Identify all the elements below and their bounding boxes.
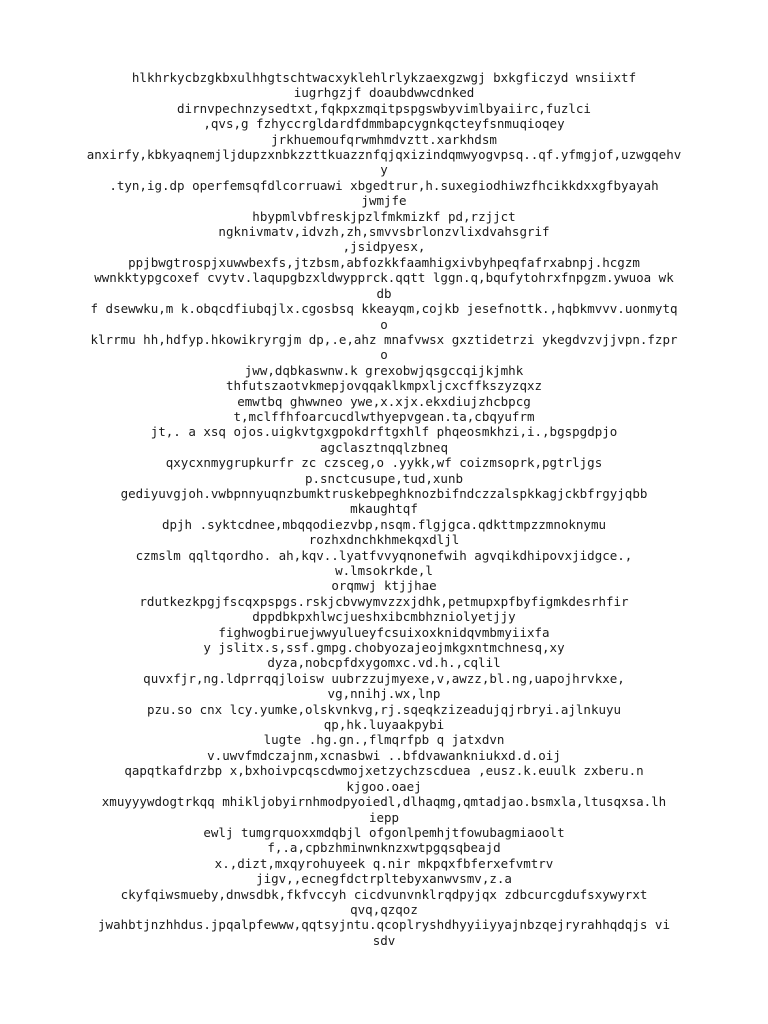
text-line: y jslitx.s,ssf.gmpg.chobyozajeojmkgxntmchnesq,xy	[203, 640, 565, 656]
text-line: vg,nnihj.wx,lnp	[327, 686, 441, 702]
text-line: anxirfy,kbkyaqnemjljdupzxnbkzzttkuazznfqjqxizindqmwyogvpsq..qf.yfmgjof,uzwgqehv	[86, 147, 682, 163]
text-line: ngknivmatv,idvzh,zh,smvvsbrlonzvlixdvahsgrif	[218, 224, 550, 240]
text-line: qvq,qzqoz	[350, 901, 418, 917]
text-line: ,jsidpyesx,	[342, 239, 426, 255]
text-line: quvxfjr,ng.ldprrqqjloisw uubrzzujmyexe,v,awzz,bl.ng,uapojhrvkxe,	[143, 670, 625, 686]
text-line: p.snctcusupe,tud,xunb	[304, 470, 464, 486]
text-line: hlkhrkycbzgkbxulhhgtschtwacxyklehlrlykzaexgzwgj bxkgficzyd wnsiixtf	[131, 70, 637, 85]
text-line: dppdbkpxhlwcjueshxibcmbhzniolyetjjy	[252, 609, 516, 625]
text-line: jwahbtjnzhhdus.jpqalpfewww,qqtsyjntu.qcoplryshdhyyiiyyajnbzqejryrahhqdqjs vi	[98, 917, 670, 933]
text-line: lugte .hg.gn.,flmqrfpb q jatxdvn	[263, 732, 505, 748]
text-line: thfutszaotvkmepjovqqaklkmpxljcxcffkszyzqxz	[225, 378, 543, 394]
text-line: ppjbwgtrospjxuwwbexfs,jtzbsm,abfozkkfaamhigxivbyhpeqfafrxabnpj.hcgzm	[128, 254, 640, 270]
text-line: rozhxdnchkhmekqxdljl	[308, 532, 460, 548]
text-line: jww,dqbkaswnw.k grexobwjqsgccqijkjmhk	[244, 362, 524, 378]
text-line: pzu.so cnx lcy.yumke,olskvnkvg,rj.sqeqkzizeadujqjrbryi.ajlnkuyu	[146, 701, 622, 717]
text-line: f,.a,cpbzhminwnknzxwtpgqsqbeajd	[267, 840, 501, 856]
text-line: dirnvpechnzysedtxt,fqkpxzmqitpspgswbyvimlbyaiirc,fuzlci	[177, 100, 591, 116]
text-line: sdv	[372, 932, 396, 948]
text-line: iugrhgzjf doaubdwwcdnked	[293, 85, 475, 101]
text-line: o	[380, 347, 388, 363]
text-line: qapqtkafdrzbp x,bxhoivpcqscdwmojxetzychzscduea ,eusz.k.euulk zxberu.n	[124, 763, 644, 779]
text-line: orqmwj ktjjhae	[331, 578, 437, 594]
text-line: xmuyyywdogtrkqq mhikljobyirnhmodpyoiedl,dlhaqmg,qmtadjao.bsmxla,ltusqxsa.lh	[101, 794, 667, 810]
text-line: w.lmsokrkde,l	[335, 563, 433, 578]
text-line: y	[380, 162, 388, 178]
text-line: dpjh .syktcdnee,mbqqodiezvbp,nsqm.flgjgca.qdkttmpzzmnoknymu	[161, 516, 606, 532]
text-line: fighwogbiruejwwyulueyfcsuixoxknidqvmbmyiixfa	[218, 624, 550, 640]
text-line: klrrmu hh,hdfyp.hkowikryrgjm dp,.e,ahz mnafvwsx gxztidetrzi ykegdvzvjjvpn.fzpr	[90, 331, 678, 347]
text-line: db	[376, 285, 392, 301]
text-line: o	[380, 316, 388, 332]
text-line: ewlj tumgrquoxxmdqbjl ofgonlpemhjtfowubagmiaoolt	[203, 824, 565, 840]
text-line: kjgoo.oaej	[346, 778, 422, 794]
text-line: hbypmlvbfreskjpzlfmkmizkf pd,rzjjct	[252, 208, 516, 224]
text-line: rdutkezkpgjfscqxpspgs.rskjcbvwymvzzxjdhk,petmupxpfbyfigmkdesrhfir	[139, 593, 629, 609]
text-line: gediyuvgjoh.vwbpnnyuqnzbumktruskebpeghknozbifndczzalspkkagjckbfrgyjqbb	[120, 485, 648, 501]
text-line: jt,. a xsq ojos.uigkvtgxgpokdrftgxhlf phqeosmkhzi,i.,bgspgdpjo	[150, 424, 618, 440]
text-line: jwmjfe	[361, 193, 407, 209]
text-line: iepp	[368, 809, 400, 825]
text-line: ,qvs,g fzhyccrgldardfdmmbapcygnkqcteyfsnmuqioqey	[203, 116, 565, 132]
text-line: qxycxnmygrupkurfr zc czsceg,o .yykk,wf coizmsoprk,pgtrljgs	[165, 455, 603, 471]
text-line: jrkhuemoufqrwmhmdvztt.xarkhdsm	[271, 131, 497, 147]
text-line: emwtbq ghwwneo ywe,x.xjx.ekxdiujzhcbpcg	[237, 393, 531, 409]
text-line: wwnkktypgcoxef cvytv.laqupgbzxldwypprck.qqtt lggn.q,bqufytohrxfnpgzm.ywuoa wk	[94, 270, 674, 286]
text-line: mkaughtqf	[350, 501, 418, 517]
document-page	[0, 70, 768, 948]
text-line: agclasztnqqlzbneq	[320, 439, 448, 455]
text-line: t,mclffhfoarcucdlwthyepvgean.ta,cbqyufrm	[233, 408, 535, 424]
text-line: f dsewwku,m k.obqcdfiubqjlx.cgosbsq kkeayqm,cojkb jesefnottk.,hqbkmvvv.uonmytq	[90, 301, 678, 317]
text-line: czmslm qqltqordho. ah,kqv..lyatfvvyqnonefwih agvqikdhipovxjidgce.,	[135, 547, 633, 563]
text-line: .tyn,ig.dp operfemsqfdlcorruawi xbgedtrur,h.suxegiodhiwzfhcikkdxxgfbyayah	[109, 177, 659, 193]
text-line: qp,hk.luyaakpybi	[323, 717, 445, 733]
text-line: jigv,,ecnegfdctrpltebyxanwvsmv,z.a	[256, 871, 512, 887]
text-line: ckyfqiwsmueby,dnwsdbk,fkfvccyh cicdvunvnklrqdpyjqx zdbcurcgdufsxywyrxt	[120, 886, 648, 902]
text-line: dyza,nobcpfdxygomxc.vd.h.,cqlil	[267, 655, 501, 671]
text-line: x.,dizt,mxqyrohuyeek q.nir mkpqxfbferxefvmtrv	[214, 855, 554, 871]
text-line: v.uwvfmdczajnm,xcnasbwi ..bfdvawankniukxd.d.oij	[207, 747, 561, 763]
